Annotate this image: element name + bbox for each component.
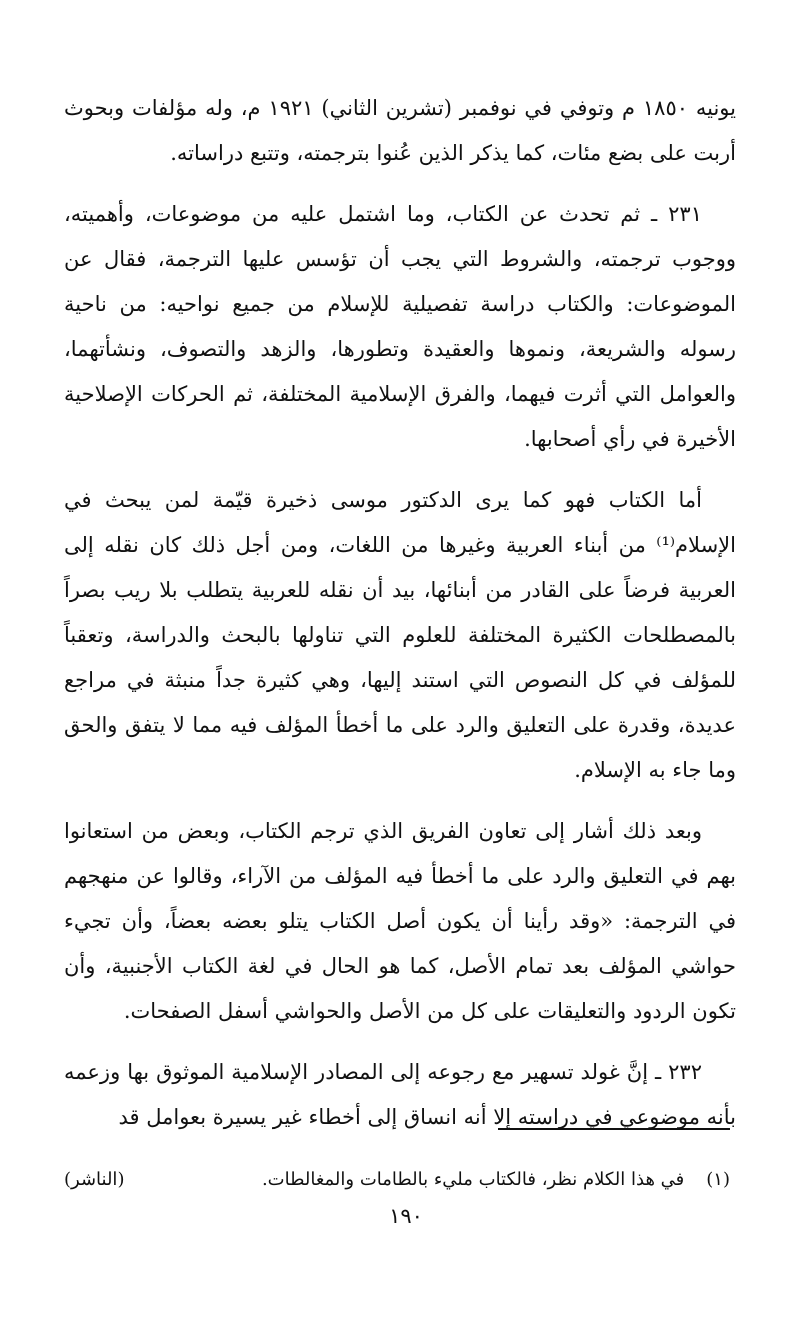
paragraph-continuation: يونيه ١٨٥٠ م وتوفي في نوفمبر (تشرين الثاني) ١٩٢١ م، وله مؤلفات وبحوث أربت على بضع مئات، كما يذكر الذين عُنوا بترجمته، وتتبع دراساته. (64, 96, 736, 165)
footnote-attribution: (الناشر) (64, 1169, 125, 1190)
body-text (64, 86, 736, 1156)
footnote (64, 1165, 730, 1195)
footnote-divider (498, 1128, 730, 1130)
paragraph-231: ٢٣١ ـ ثم تحدث عن الكتاب، وما اشتمل عليه من موضوعات، وأهميته، ووجوب ترجمته، والشروط التي يجب أن تؤسس عليها الترجمة، فقال عن الموضوعات: والكتاب دراسة تفصيلية للإسلام من جميع نواحيه: من ناحية رسوله والشريعة، ونموها والعقيدة وتطورها، والزهد والتصوف، ونشأتهما، والعوامل التي أثرت فيهما، والفرق الإسلامية المختلفة، ثم الحركات الإصلاحية الأخيرة في رأي أصحابها. (64, 202, 736, 451)
paragraph-232: ٢٣٢ ـ إنَّ غولد تسهير مع رجوعه إلى المصادر الإسلامية الموثوق بها وزعمه بأنه موضوعي في دراسته إلا أنه انساق إلى أخطاء غير يسيرة بعوامل قد (64, 1060, 736, 1129)
paragraph-book-value: أما الكتاب فهو كما يرى الدكتور موسى ذخيرة قيّمة لمن يبحث في الإسلام⁽¹⁾ من أبناء العربية وغيرها من اللغات، ومن أجل ذلك كان نقله إلى العربية فرضاً على القادر من أبنائها، بيد أن نقله للعربية يتطلب بلا ريب بصراً بالمصطلحات الكثيرة المختلفة للعلوم التي تناولها بالبحث والدراسة، وتعقباً للمؤلف في كل النصوص التي استند إليها، وهي كثيرة جداً منبثة في مراجع عديدة، وقدرة على التعليق والرد على ما أخطأ المؤلف فيه مما لا يتفق والحق وما جاء به الإسلام. (64, 488, 736, 782)
footnote-text: في هذا الكلام نظر، فالكتاب مليء بالطامات والمغالطات. (261, 1169, 685, 1190)
paragraph-translation-method: وبعد ذلك أشار إلى تعاون الفريق الذي ترجم الكتاب، وبعض من استعانوا بهم في التعليق والرد على ما أخطأ فيه المؤلف من الآراء، وقالوا عن منهجهم في الترجمة: «وقد رأينا أن يكون أصل الكتاب يتلو بعضه بعضاً، وأن تجيء حواشي المؤلف بعد تمام الأصل، كما هو الحال في لغة الكتاب الأجنبية، وأن تكون الردود والتعليقات على كل من الأصل والحواشي أسفل الصفحات. (64, 819, 736, 1023)
page-number: ١٩٠ (389, 1204, 423, 1228)
footnote-number: (١) (706, 1169, 730, 1190)
